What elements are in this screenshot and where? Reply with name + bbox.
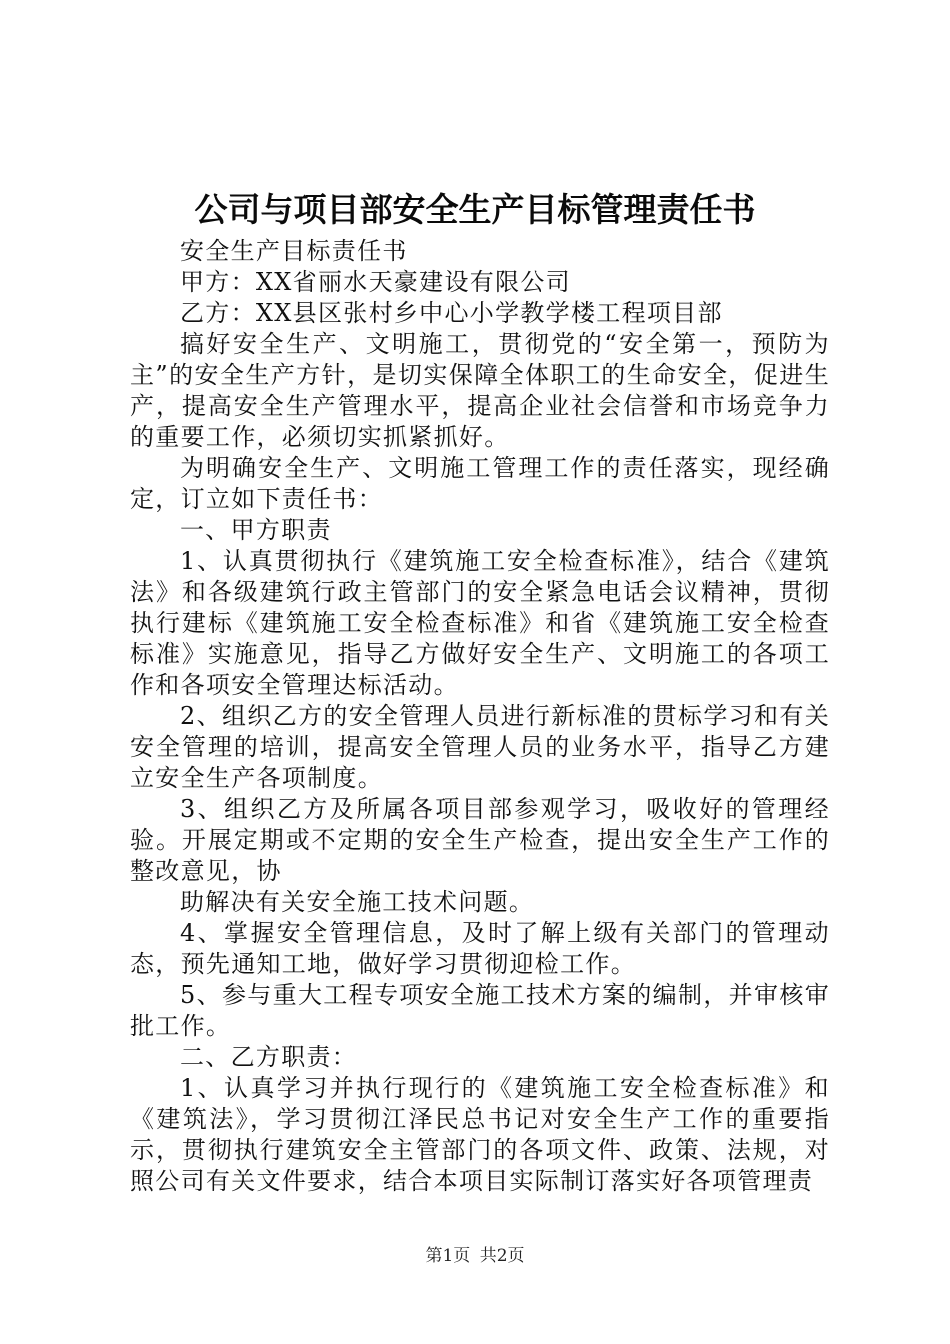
party-a-duty-3: 3、组织乙方及所属各项目部参观学习，吸收好的管理经验。开展定期或不定期的安全生产检查，提出安全生产工作的整改意见，协 <box>130 795 830 885</box>
page-footer <box>0 1244 950 1268</box>
purpose-paragraph: 为明确安全生产、文明施工管理工作的责任落实，现经确定，订立如下责任书： <box>130 454 830 513</box>
page-number-current: 第1页 <box>425 1246 471 1266</box>
party-a-duty-3-continued: 助解决有关安全施工技术问题。 <box>180 888 535 916</box>
page-number-total: 共2页 <box>479 1246 525 1266</box>
party-a-paragraph: 甲方：XX省丽水天豪建设有限公司 <box>180 268 571 296</box>
party-b-duty-1: 1、认真学习并执行现行的《建筑施工安全检查标准》和《建筑法》，学习贯彻江泽民总书记对安全生产工作的重要指示，贯彻执行建筑安全主管部门的各项文件、政策、法规，对照公司有关文件要求，结合本项目实际制订落实好各项管理责 <box>130 1074 830 1195</box>
party-a-duty-5: 5、参与重大工程专项安全施工技术方案的编制，并审核审批工作。 <box>130 981 830 1040</box>
party-a-duty-4: 4、掌握安全管理信息，及时了解上级有关部门的管理动态，预先通知工地，做好学习贯彻迎检工作。 <box>130 919 830 978</box>
party-a-duty-1: 1、认真贯彻执行《建筑施工安全检查标准》，结合《建筑法》和各级建筑行政主管部门的安全紧急电话会议精神，贯彻执行建标《建筑施工安全检查标准》和省《建筑施工安全检查标准》实施意见，指导乙方做好安全生产、文明施工的各项工作和各项安全管理达标活动。 <box>130 547 830 699</box>
subtitle-paragraph: 安全生产目标责任书 <box>180 237 408 265</box>
section-heading-party-b: 二、乙方职责： <box>180 1043 358 1071</box>
party-a-duty-2: 2、组织乙方的安全管理人员进行新标准的贯标学习和有关安全管理的培训，提高安全管理人员的业务水平，指导乙方建立安全生产各项制度。 <box>130 702 830 792</box>
intro-paragraph: 搞好安全生产、文明施工，贯彻党的“安全第一，预防为主”的安全生产方针，是切实保障全体职工的生命安全，促进生产，提高安全生产管理水平，提高企业社会信誉和市场竞争力的重要工作，必须切实抓紧抓好。 <box>130 330 830 451</box>
party-b-paragraph: 乙方：XX县区张村乡中心小学教学楼工程项目部 <box>180 299 723 327</box>
section-heading-party-a: 一、甲方职责 <box>180 516 332 544</box>
document-body <box>130 236 830 1197</box>
document-title: 公司与项目部安全生产目标管理责任书 <box>194 190 756 229</box>
